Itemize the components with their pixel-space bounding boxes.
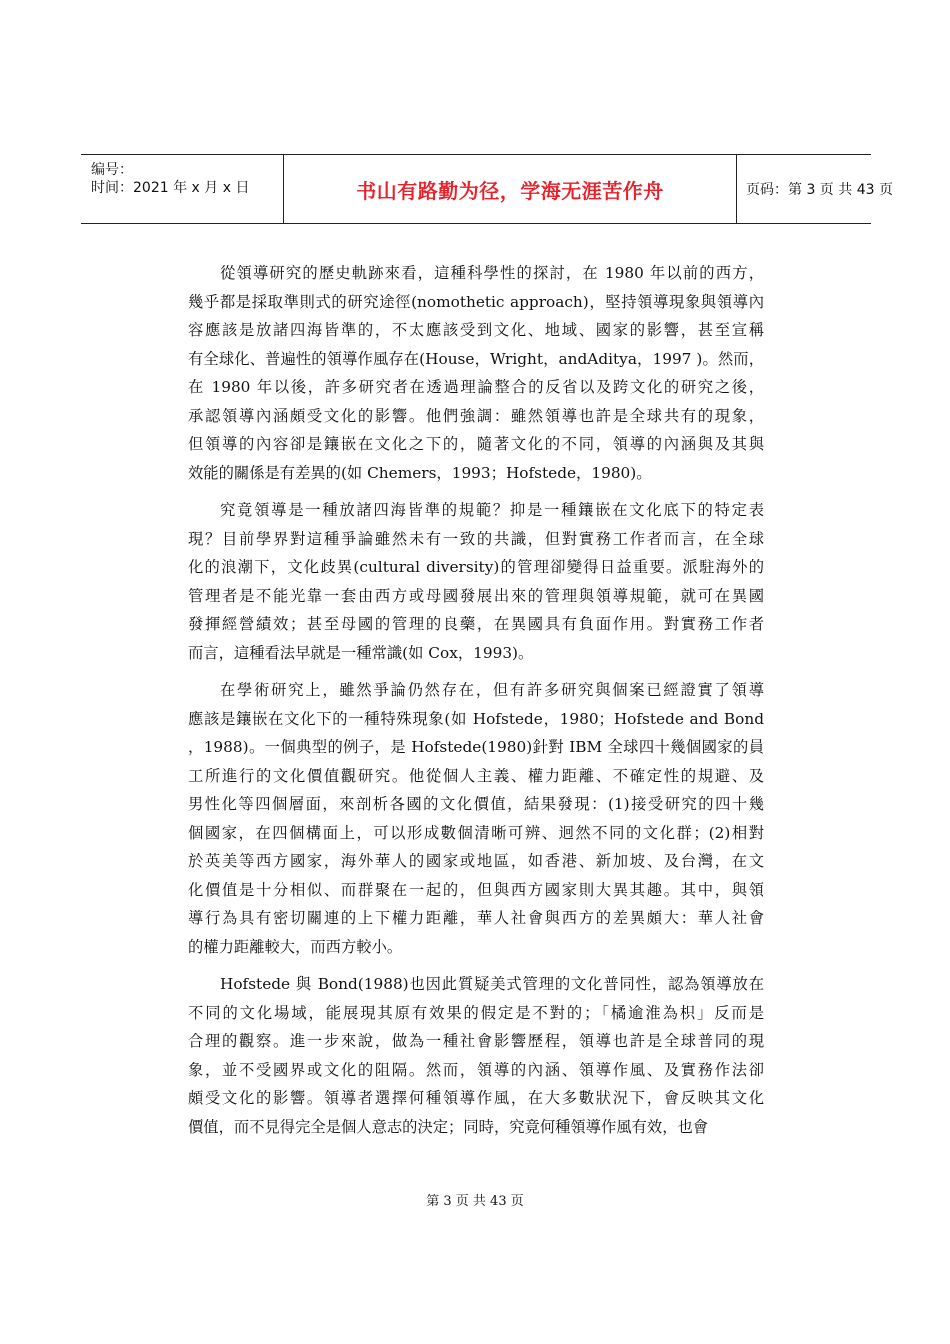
paragraph-line: 化的浪潮下，文化歧異(cultural diversity)的管理卻變得日益重要。派駐海外的 — [188, 558, 764, 576]
paragraph-line: 但領導的內容卻是鑲嵌在文化之下的，隨著文化的不同，領導的內涵與及其與 — [188, 435, 764, 453]
paragraph — [188, 676, 764, 961]
paragraph-line: 象，並不受國界或文化的阻隔。然而，領導的內涵、領導作風、及實務作法卻 — [188, 1060, 764, 1079]
paragraph-line: 從領導研究的歷史軌跡來看，這種科學性的探討，在 1980 年以前的西方， — [220, 264, 764, 282]
header-page-code: 页码：第 3 页 共 43 页 — [746, 182, 893, 198]
paragraph-line: 而言，這種看法早就是一種常識(如 Cox，1993)。 — [188, 643, 534, 662]
paragraph-line: 價值，而不見得完全是個人意志的決定；同時，究竟何種領導作風有效，也會 — [188, 1117, 709, 1136]
paragraph — [188, 970, 764, 1141]
paragraph-line: 不同的文化場域，能展現其原有效果的假定是不對的；「橘逾淮為枳」反而是 — [188, 1003, 764, 1022]
paragraph-line: 究竟領導是一種放諸四海皆準的規範？抑是一種鑲嵌在文化底下的特定表 — [220, 501, 764, 519]
document-header — [81, 154, 893, 224]
paragraph-line: 於英美等西方國家，海外華人的國家或地區，如香港、新加坡、及台灣，在文 — [188, 852, 764, 870]
paragraph-line: 合理的觀察。進一步來說，做為一種社會影響歷程，領導也許是全球普同的現 — [188, 1032, 764, 1050]
header-right-cell — [736, 155, 893, 223]
paragraph-line: 容應該是放諸四海皆準的，不太應該受到文化、地域、國家的影響，甚至宣稱 — [188, 321, 764, 339]
paragraph-line: 管理者是不能光靠一套由西方或母國發展出來的管理與領導規範，就可在異國 — [188, 586, 764, 605]
document-body — [188, 259, 764, 1150]
paragraph-line: 幾乎都是採取準則式的研究途徑(nomothetic approach)，堅持領導現象與領導內 — [188, 292, 764, 311]
header-slogan: 书山有路勤为径，学海无涯苦作舟 — [356, 178, 664, 203]
header-left-cell — [81, 155, 283, 223]
paragraph-line: ，1988)。一個典型的例子，是 Hofstede(1980)針對 IBM 全球四十幾個國家的員 — [188, 738, 764, 756]
paragraph-line: 個國家，在四個構面上，可以形成數個清晰可辨、迥然不同的文化群；(2)相對 — [188, 823, 764, 842]
paragraph — [188, 259, 764, 487]
paragraph-line: 現？目前學界對這種爭論雖然未有一致的共識，但對實務工作者而言，在全球 — [188, 529, 764, 548]
paragraph-line: 化價值是十分相似、而群聚在一起的，但與西方國家則大異其趣。其中，與領 — [188, 880, 764, 899]
header-center-cell — [283, 155, 737, 223]
paragraph-line: 導行為具有密切關連的上下權力距離，華人社會與西方的差異頗大：華人社會 — [188, 909, 764, 927]
paragraph-line: 效能的關係是有差異的(如 Chemers，1993；Hofstede，1980)。 — [188, 463, 652, 482]
paragraph-line: 工所進行的文化價值觀研究。他從個人主義、權力距離、不確定性的規避、及 — [188, 766, 764, 785]
paragraph-line: 在學術研究上，雖然爭論仍然存在，但有許多研究與個案已經證實了領導 — [220, 681, 764, 699]
paragraph-line: 應該是鑲嵌在文化下的一種特殊現象(如 Hofstede，1980；Hofstede and Bond — [188, 709, 764, 728]
paragraph-line: 頗受文化的影響。領導者選擇何種領導作風，在大多數狀況下，會反映其文化 — [188, 1089, 764, 1107]
paragraph-line: 男性化等四個層面，來剖析各國的文化價值，結果發現：(1)接受研究的四十幾 — [188, 795, 764, 813]
page-footer: 第 3 页 共 43 页 — [426, 1194, 524, 1209]
paragraph-line: 承認領導內涵頗受文化的影響。他們強調：雖然領導也許是全球共有的現象， — [188, 406, 764, 425]
paragraph-line: 在 1980 年以後，許多研究者在透過理論整合的反省以及跨文化的研究之後， — [188, 378, 764, 396]
paragraph — [188, 496, 764, 667]
document-date-label: 时间：2021 年 x 月 x 日 — [91, 180, 250, 196]
paragraph-line: Hofstede 與 Bond(1988)也因此質疑美式管理的文化普同性，認為領導放在 — [220, 975, 764, 993]
paragraph-line: 的權力距離較大，而西方較小。 — [188, 937, 403, 956]
paragraph-line: 有全球化、普遍性的領導作風存在(House，Wright，andAditya，1997 )。然而， — [188, 349, 764, 368]
paragraph-line: 發揮經營績效；甚至母國的管理的良藥，在異國具有負面作用。對實務工作者 — [188, 615, 764, 633]
document-number-label: 编号： — [91, 162, 133, 178]
